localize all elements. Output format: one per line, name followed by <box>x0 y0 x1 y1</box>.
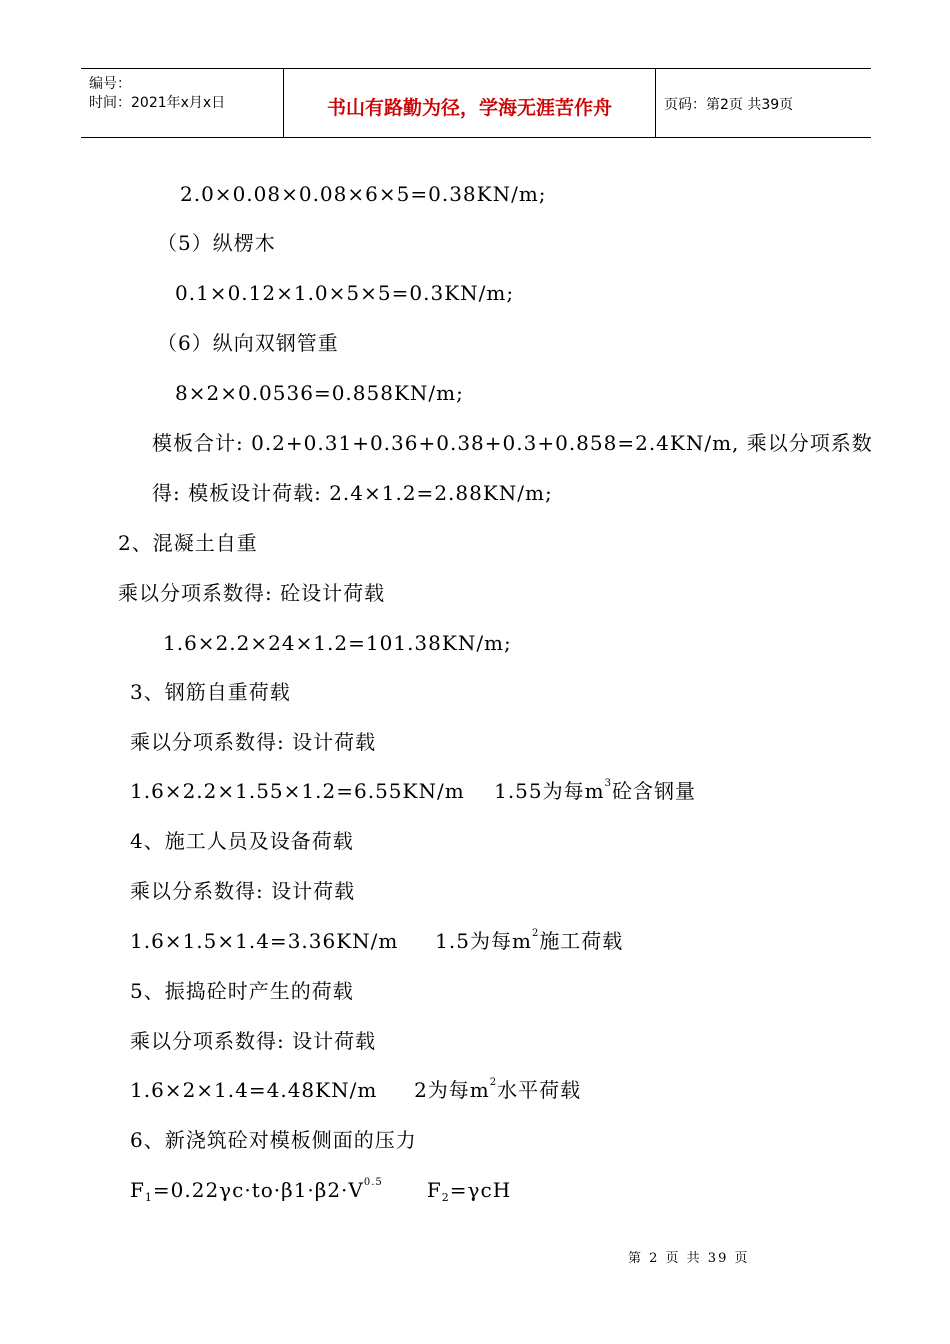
body-line: 乘以分项系数得: 设计荷载 <box>130 730 377 754</box>
formula-line: $F_1=0.22\gamma c\cdot to\cdot\beta 1\cdot\beta 2\cdot V^{0.5}$ $F_2=\gamma cH$ <box>130 1177 512 1204</box>
body-line: 1.6×2.2×24×1.2=101.38KN/m; <box>163 631 512 655</box>
section-heading: 5、振捣砼时产生的荷载 <box>130 979 354 1003</box>
header-right-cell <box>656 69 871 137</box>
body-line: （6）纵向双钢管重 <box>157 331 339 355</box>
page-footer: 第 2 页 共 39 页 <box>628 1251 750 1266</box>
body-line: 模板合计: 0.2+0.31+0.36+0.38+0.3+0.858=2.4KN/m, 乘以分项系数 <box>152 431 873 455</box>
body-line: 乘以分项系数得: 砼设计荷载 <box>118 581 386 605</box>
motto: 书山有路勤为径，学海无涯苦作舟 <box>326 97 612 119</box>
section-heading: 4、施工人员及设备荷载 <box>130 829 354 853</box>
body-line: 8×2×0.0536=0.858KN/m; <box>175 381 464 405</box>
body-line: 乘以分系数得: 设计荷载 <box>130 879 356 903</box>
serial-label: 编号： <box>89 76 131 92</box>
section-heading: 2、混凝土自重 <box>118 531 258 555</box>
body-line: 0.1×0.12×1.0×5×5=0.3KN/m; <box>175 281 515 305</box>
section-heading: 3、钢筋自重荷载 <box>130 680 291 704</box>
body-line: 2.0×0.08×0.08×6×5=0.38KN/m; <box>180 182 547 206</box>
body-line: 1.6×2.2×1.55×1.2=6.55KN/m 1.55为每$m^3$砼含钢量 <box>130 778 696 803</box>
page-code: 页码：第2页 共39页 <box>664 97 794 113</box>
body-line: 得: 模板设计荷载: 2.4×1.2=2.88KN/m; <box>152 481 553 505</box>
header-left-cell <box>81 69 284 137</box>
body-line: 1.6×1.5×1.4=3.36KN/m 1.5为每$m^2$施工荷载 <box>130 928 624 953</box>
body-line: （5）纵楞木 <box>157 231 276 255</box>
section-heading: 6、新浇筑砼对模板侧面的压力 <box>130 1128 417 1152</box>
date-label: 时间：2021年x月x日 <box>89 95 226 111</box>
body-line: 1.6×2×1.4=4.48KN/m 2为每$m^2$水平荷载 <box>130 1077 582 1102</box>
body-line: 乘以分项系数得: 设计荷载 <box>130 1029 377 1053</box>
page-header <box>81 68 871 138</box>
header-middle-cell <box>284 69 656 137</box>
